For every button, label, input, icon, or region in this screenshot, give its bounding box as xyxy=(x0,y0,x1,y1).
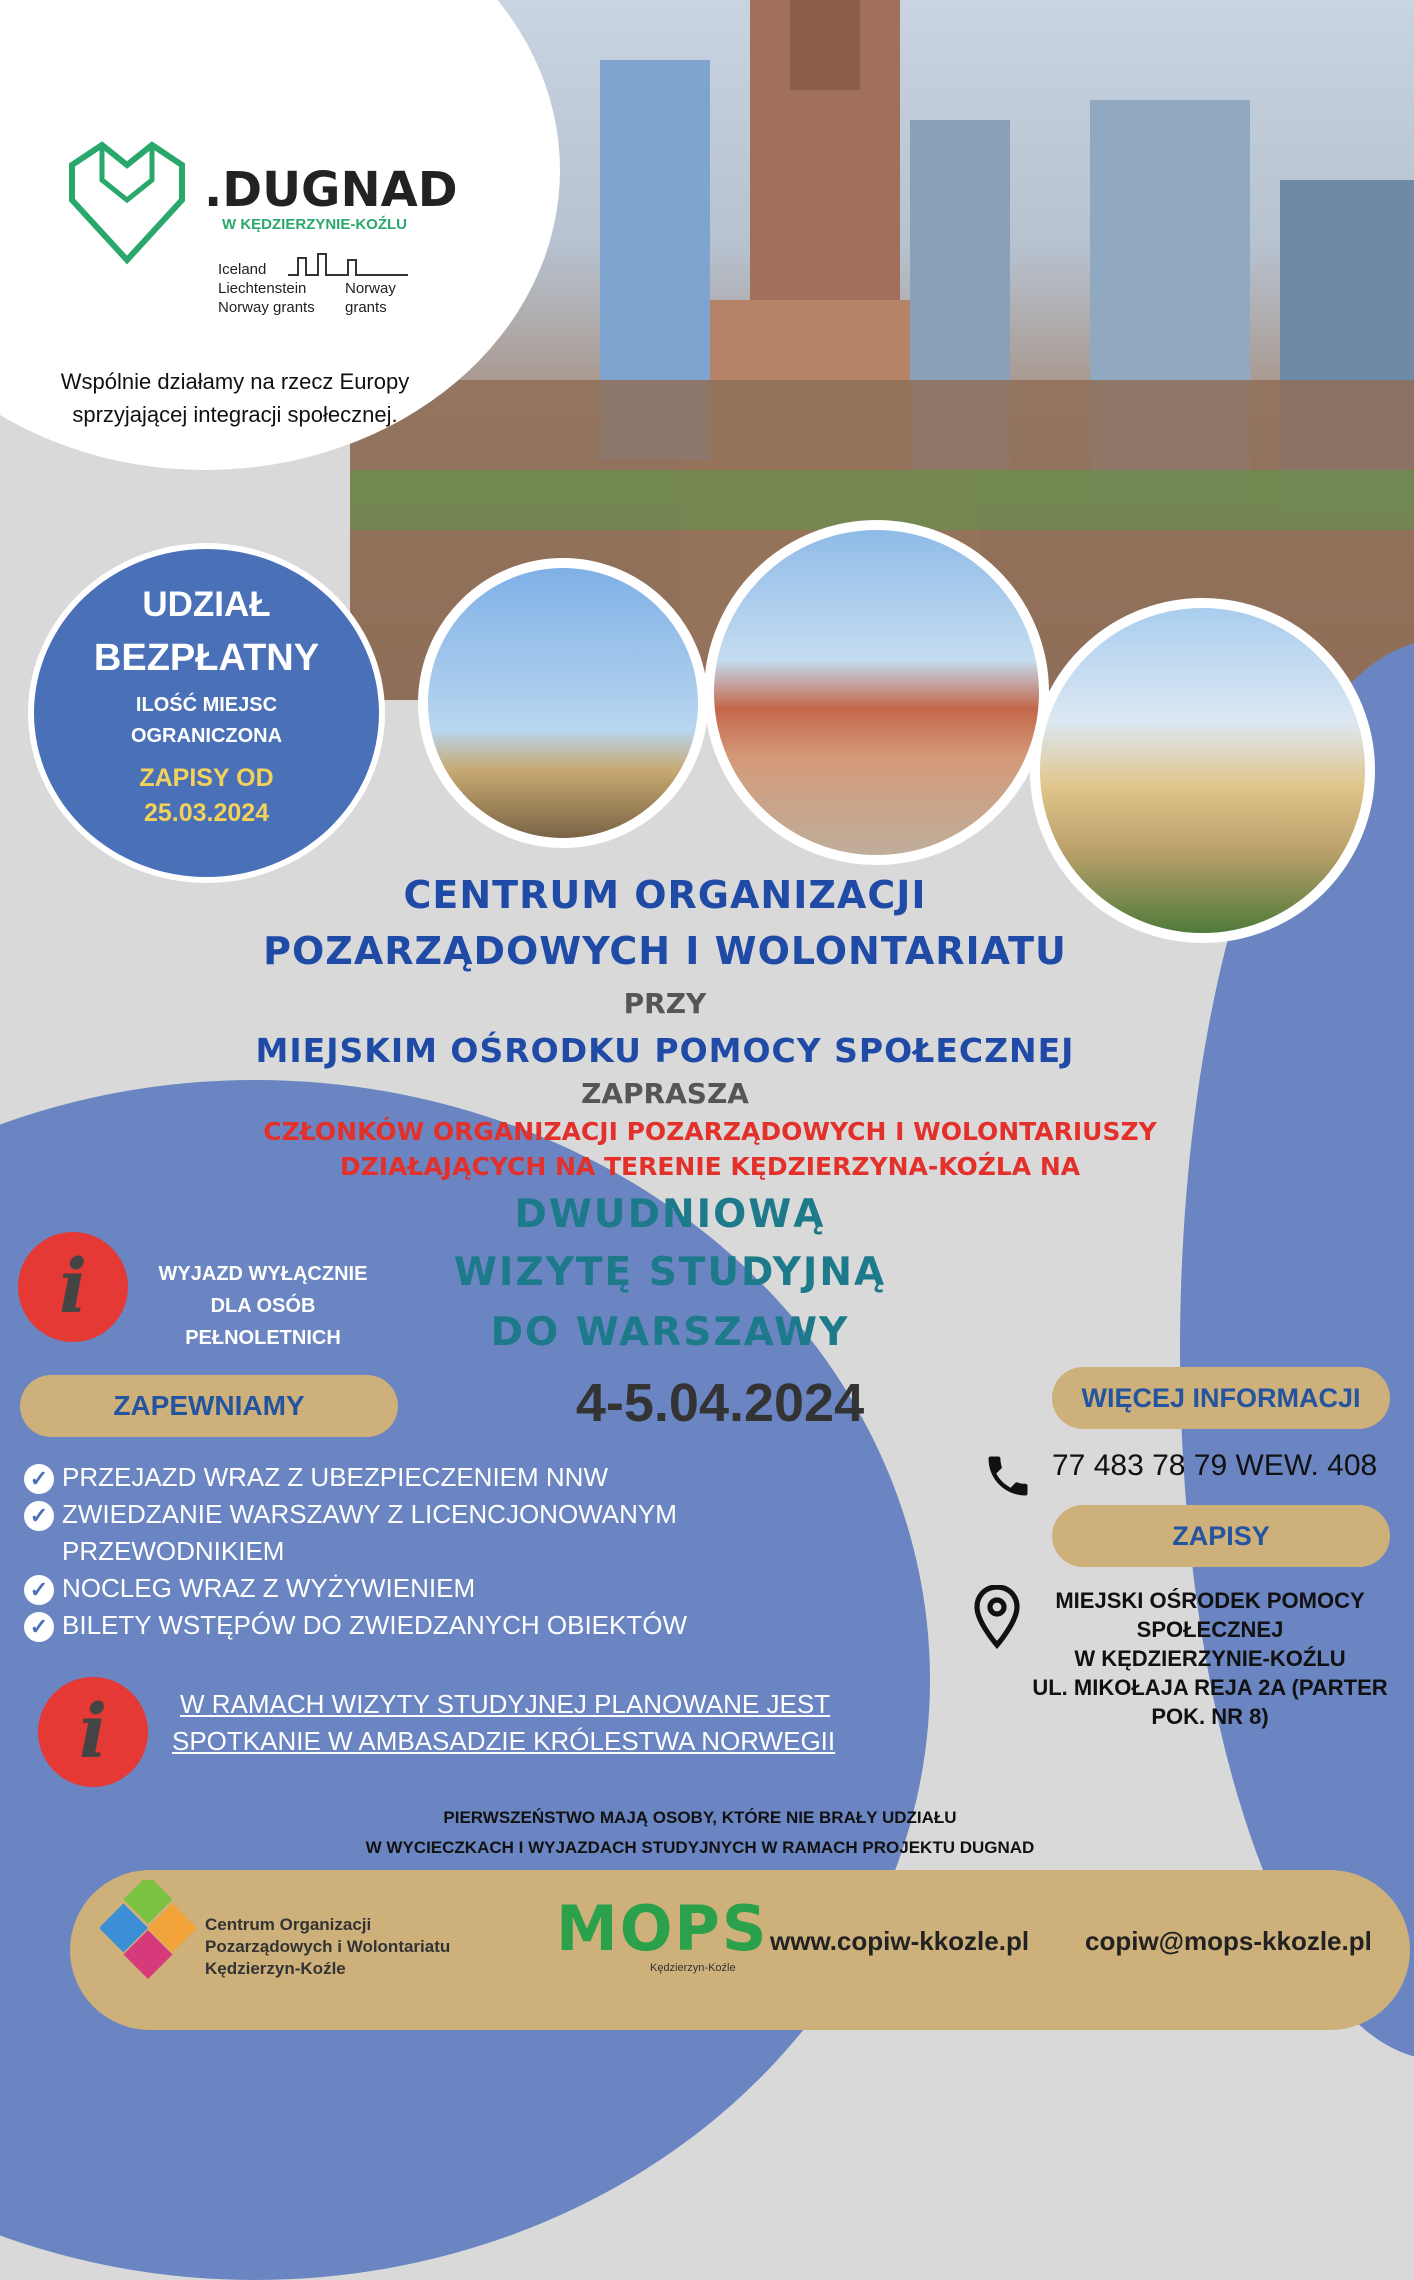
copiw-line-3: Kędzierzyn-Koźle xyxy=(205,1959,346,1978)
headline-org-line-1: CENTRUM ORGANIZACJI xyxy=(403,873,927,917)
castle-square-photo xyxy=(704,520,1049,865)
trip-date: 4-5.04.2024 xyxy=(575,1373,865,1433)
zapisy-address xyxy=(1010,1586,1410,1731)
address-line-5: POK. NR 8) xyxy=(1151,1704,1269,1729)
headline-teal-line-3: DO WARSZAWY xyxy=(490,1310,850,1355)
grants-liechtenstein: Liechtenstein xyxy=(218,280,307,297)
headline-red-line-2: DZIAŁAJĄCYCH NA TERENIE KĘDZIERZYNA-KOŹLA NA xyxy=(339,1152,1081,1181)
adult-only-note xyxy=(138,1258,388,1354)
address-line-3: W KĘDZIERZYNIE-KOŹLU xyxy=(1074,1646,1346,1671)
address-line-1: MIEJSKI OŚRODEK POMOCY xyxy=(1055,1588,1365,1613)
zapewniamy-label: ZAPEWNIAMY xyxy=(20,1375,398,1437)
tagline-line-2: sprzyjającej integracji społecznej. xyxy=(72,402,398,427)
priority-line-2: W WYCIECZKACH I WYJAZDACH STUDYJNYCH W RAMACH PROJEKTU DUGNAD xyxy=(365,1838,1035,1857)
priority-note xyxy=(250,1803,1150,1863)
email-link[interactable]: copiw@mops-kkozle.pl xyxy=(1085,1926,1372,1956)
embassy-note-line-2: SPOTKANIE W AMBASADZIE KRÓLESTWA NORWEGII xyxy=(172,1726,836,1756)
headline-teal-line-1: DWUDNIOWĄ xyxy=(514,1192,826,1237)
check-icon: ✓ xyxy=(24,1501,54,1531)
badge-line-ograniczona: OGRANICZONA xyxy=(130,725,283,747)
grants-norway-grants: Norway grants xyxy=(218,299,315,316)
copiw-line-2: Pozarządowych i Wolontariatu xyxy=(205,1937,451,1956)
tagline xyxy=(20,365,450,431)
address-line-4: UL. MIKOŁAJA REJA 2A (PARTER xyxy=(1032,1675,1388,1700)
more-info-label: WIĘCEJ INFORMACJI xyxy=(1052,1367,1390,1429)
headline-zaprasza: ZAPRASZA xyxy=(581,1077,749,1110)
embassy-note xyxy=(172,1686,912,1760)
dugnad-heart-logo-icon xyxy=(62,140,192,270)
list-item: PRZEWODNIKIEM xyxy=(62,1536,285,1566)
grants-norway: Norway xyxy=(345,280,396,297)
copiw-line-1: Centrum Organizacji xyxy=(205,1915,372,1934)
dugnad-logo-text: .DUGNAD xyxy=(204,162,458,218)
headline-org-line-2: POZARZĄDOWYCH I WOLONTARIATU xyxy=(263,929,1067,973)
address-line-2: SPOŁECZNEJ xyxy=(1136,1617,1284,1642)
mermaid-statue-photo xyxy=(418,558,708,848)
mops-logo-subtitle: Kędzierzyn-Koźle xyxy=(650,1962,736,1974)
headline-teal-line-2: WIZYTĘ STUDYJNĄ xyxy=(453,1250,887,1295)
grants-label: grants xyxy=(345,299,387,316)
adult-note-line-1: WYJAZD WYŁĄCZNIE xyxy=(158,1263,368,1285)
list-item: ✓ NOCLEG WRAZ Z WYŻYWIENIEM xyxy=(24,1570,724,1607)
priority-line-1: PIERWSZEŃSTWO MAJĄ OSOBY, KTÓRE NIE BRAŁY UDZIAŁU xyxy=(443,1808,957,1827)
phone-number[interactable]: 77 483 78 79 WEW. 408 xyxy=(1052,1449,1378,1482)
phone-icon xyxy=(982,1450,1034,1507)
adult-note-line-3: PEŁNOLETNICH xyxy=(185,1327,341,1349)
embassy-note-line-1: W RAMACH WIZYTY STUDYJNEJ PLANOWANE JEST xyxy=(180,1689,831,1719)
zapewniamy-list xyxy=(24,1459,724,1644)
check-icon: ✓ xyxy=(24,1575,54,1605)
copiw-footer-name xyxy=(205,1914,450,1980)
grants-skyline-icon xyxy=(288,250,408,285)
info-icon: i xyxy=(38,1677,148,1787)
list-item: ✓ PRZEJAZD WRAZ Z UBEZPIECZENIEM NNW xyxy=(24,1459,724,1496)
tagline-line-1: Wspólnie działamy na rzecz Europy xyxy=(60,369,410,394)
website-link[interactable]: www.copiw-kkozle.pl xyxy=(770,1926,1030,1956)
check-icon: ✓ xyxy=(24,1612,54,1642)
badge-line-zapisy-od: ZAPISY OD xyxy=(139,764,274,792)
list-item: ✓ ZWIEDZANIE WARSZAWY Z LICENCJONOWANYM xyxy=(24,1496,724,1533)
badge-line-udzial: UDZIAŁ xyxy=(142,585,271,624)
free-participation-badge xyxy=(28,543,385,883)
list-item: ✓ BILETY WSTĘPÓW DO ZWIEDZANYCH OBIEKTÓW xyxy=(24,1607,724,1644)
headline-red-line-1: CZŁONKÓW ORGANIZACJI POZARZĄDOWYCH I WOLONTARIUSZY xyxy=(263,1117,1157,1146)
info-icon: i xyxy=(18,1232,128,1342)
headline-mops: MIEJSKIM OŚRODKU POMOCY SPOŁECZNEJ xyxy=(255,1031,1075,1070)
puzzle-logo-icon xyxy=(100,1880,202,1987)
zapisy-label: ZAPISY xyxy=(1052,1505,1390,1567)
check-icon: ✓ xyxy=(24,1464,54,1494)
mops-logo-text: MOPS xyxy=(556,1892,769,1965)
badge-line-date: 25.03.2024 xyxy=(143,799,270,827)
badge-line-bezplatny: BEZPŁATNY xyxy=(93,637,320,679)
grants-iceland: Iceland xyxy=(218,261,267,278)
badge-line-ilosc: ILOŚĆ MIEJSC xyxy=(135,694,278,716)
headline-przy: PRZY xyxy=(623,987,707,1020)
dugnad-logo-subtitle: W KĘDZIERZYNIE-KOŹLU xyxy=(222,216,407,233)
adult-note-line-2: DLA OSÓB xyxy=(210,1295,316,1317)
